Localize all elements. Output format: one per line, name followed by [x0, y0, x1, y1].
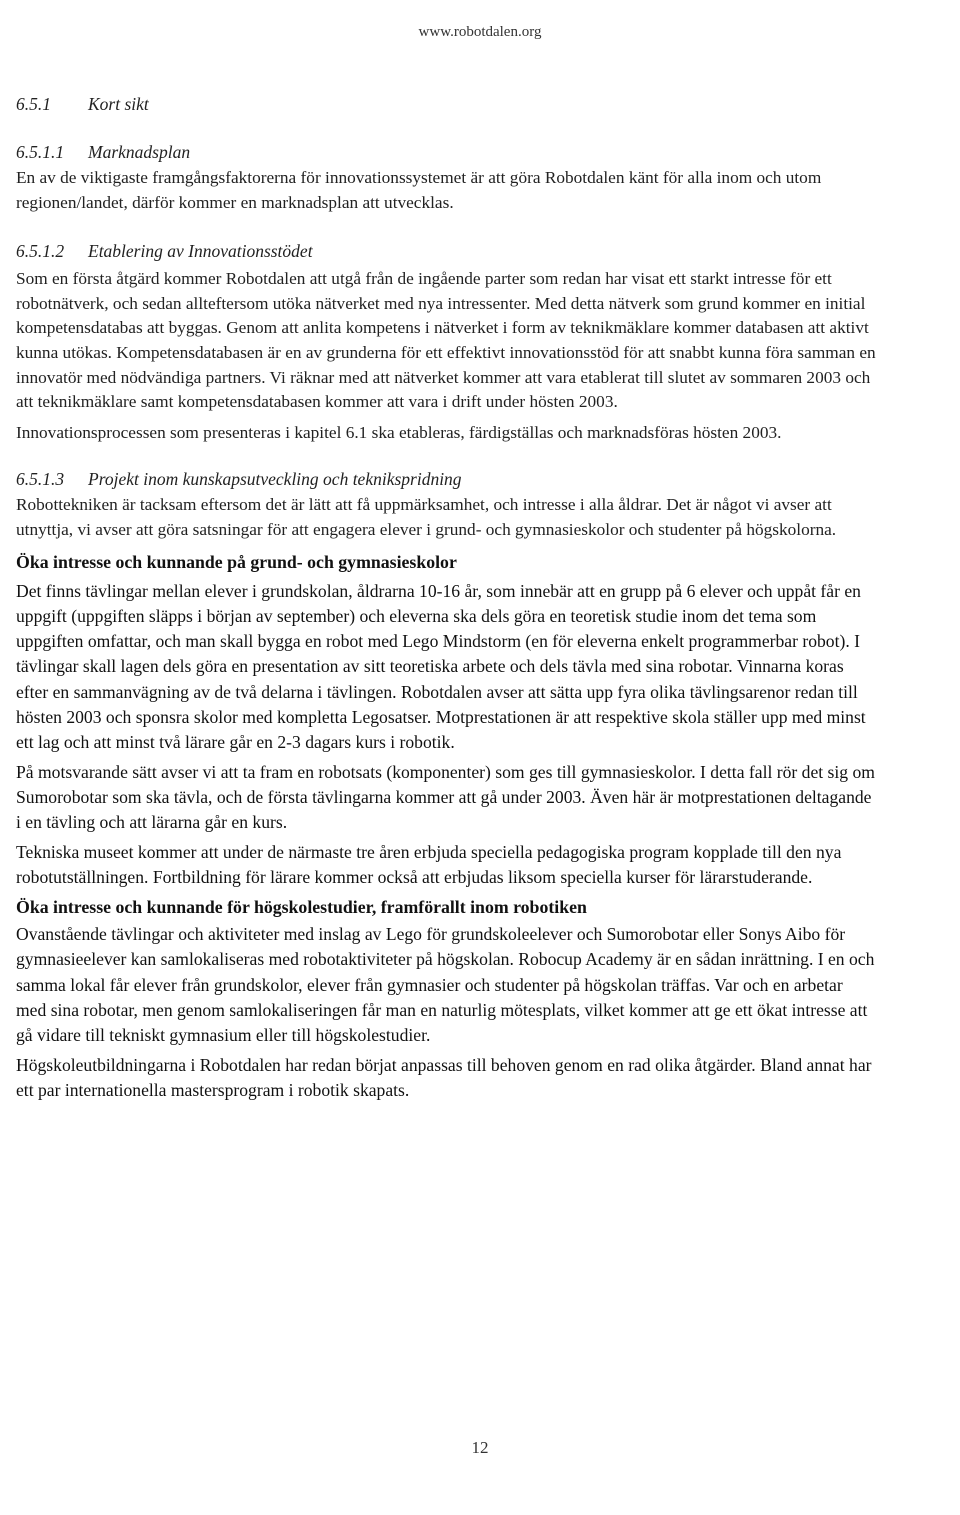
section-number: 6.5.1.3: [16, 469, 65, 490]
paragraph-grund-2: På motsvarande sätt avser vi att ta fram en robotsats (komponenter) som ges till gymnasieskolor. I detta fall rör det sig om Sumorobotar som ska tävla, och de första tävlingarna kommer att gå under 2003. Även här är motprestationen deltagande i en tävling och att lärarna går en kurs.: [16, 761, 875, 833]
document-content: [16, 92, 876, 1103]
paragraph-etablering-1: Som en första åtgärd kommer Robotdalen att utgå från de ingående parter som redan har visat ett starkt intresse för ett robotnätverk, och sedan allteftersom utöka nätverket med nya intressenter. Med detta nätverk som grund kommer en initial kompetensdatabas att byggas. Genom att anlita kompetens i nätverket i form av teknikmäklare kommer databasen att aktivt kunna utökas. Kompetensdatabasen är en av grunderna för ett effektivt innovationsstöd för att snabbt kunna föra samman en innovatör med nödvändiga partners. Vi räknar med att nätverket kommer att vara etablerat till slutet av sommaren 2003 och att teknikmäklare samt kompetensdatabasen kommer att vara i drift under hösten 2003.: [16, 269, 876, 412]
paragraph-grund-1: Det finns tävlingar mellan elever i grundskolan, åldrarna 10-16 år, som innebär att en grupp på 6 elever och uppåt får en uppgift (uppgiften släpps i början av september) och eleverna ska dels göra en teoretisk studie inom det tema som uppgiften omfattar, och man skall bygga en robot med Lego Mindstorm (en för eleverna enkelt programmerbar robot). I tävlingar skall lagen dels göra en presentation av sitt teoretiska arbete och dels tävla med sina robotar. Vinnarna koras efter en sammanvägning av de två delarna i tävlingen. Robotdalen avser att sätta upp fyra olika tävlingsarenor redan till hösten 2003 och sponsra skolor med kompletta Legosatser. Motprestationen är att respektive skola ställer upp med minst ett lag och att minst två lärare går en 2-3 dagars kurs i robotik.: [16, 580, 866, 753]
section-number: 6.5.1: [16, 94, 51, 114]
subheading-grund-gymnasieskolor: Öka intresse och kunnande på grund- och gymnasieskolor: [16, 551, 457, 572]
paragraph-etablering-2: Innovationsprocessen som presenteras i kapitel 6.1 ska etableras, färdigställas och marknadsföras hösten 2003.: [16, 422, 782, 442]
section-heading-6-5-1-2: [16, 239, 876, 263]
section-title: Projekt inom kunskapsutveckling och teknikspridning: [88, 469, 462, 490]
section-title: Etablering av Innovationsstödet: [88, 241, 313, 262]
paragraph-hogskola-1: Ovanstående tävlingar och aktiviteter med inslag av Lego för grundskoleelever och Sumorobotar eller Sonys Aibo för gymnasieelever kan samlokaliseras med robotaktiviteter på högskolan. Robocup Academy är en sådan inrättning. I en och samma lokal får elever från grundskolor, elever från gymnasier och studenter på högskolan träffas. Var och en arbetar med sina robotar, men genom samlokaliseringen får man en naturlig mötesplats, vilket kommer att ge ett ökat intresse att gå vidare till tekniskt gymnasium eller till högskolestudier.: [16, 924, 875, 1046]
section-number: 6.5.1.1: [16, 142, 65, 162]
section-heading-6-5-1-1: [16, 140, 876, 164]
page-number: 12: [471, 1438, 489, 1457]
section-title: Marknadsplan: [88, 142, 191, 162]
section-heading-6-5-1: [16, 92, 876, 116]
paragraph-grund-3: Tekniska museet kommer att under de närmaste tre åren erbjuda speciella pedagogiska program kopplade till den nya robotutställningen. Fortbildning för lärare kommer också att erbjudas liksom speciella kurser för lärarstuderande.: [16, 841, 842, 887]
paragraph-marknadsplan: En av de viktigaste framgångsfaktorerna för innovationssystemet är att göra Robotdalen känt för alla inom och utom regionen/landet, därför kommer en marknadsplan att utvecklas.: [16, 168, 822, 212]
subheading-hogskolestudier: Öka intresse och kunnande för högskolestudier, framförallt inom robotiken: [16, 897, 587, 918]
section-title: Kort sikt: [88, 94, 149, 114]
section-number: 6.5.1.2: [16, 241, 65, 262]
section-heading-6-5-1-3: [16, 467, 876, 491]
header-url: www.robotdalen.org: [418, 24, 542, 40]
paragraph-projekt: Robottekniken är tacksam eftersom det är lätt att få uppmärksamhet, och intresse i alla åldrar. Det är något vi avser att utnyttja, vi avser att göra satsningar för att engagera elever i grund- och gymnasieskolor och studenter på högskolorna.: [16, 495, 837, 539]
paragraph-hogskola-2: Högskoleutbildningarna i Robotdalen har redan börjat anpassas till behoven genom en rad olika åtgärder. Bland annat har ett par internationella mastersprogram i robotik skapats.: [16, 1054, 872, 1100]
